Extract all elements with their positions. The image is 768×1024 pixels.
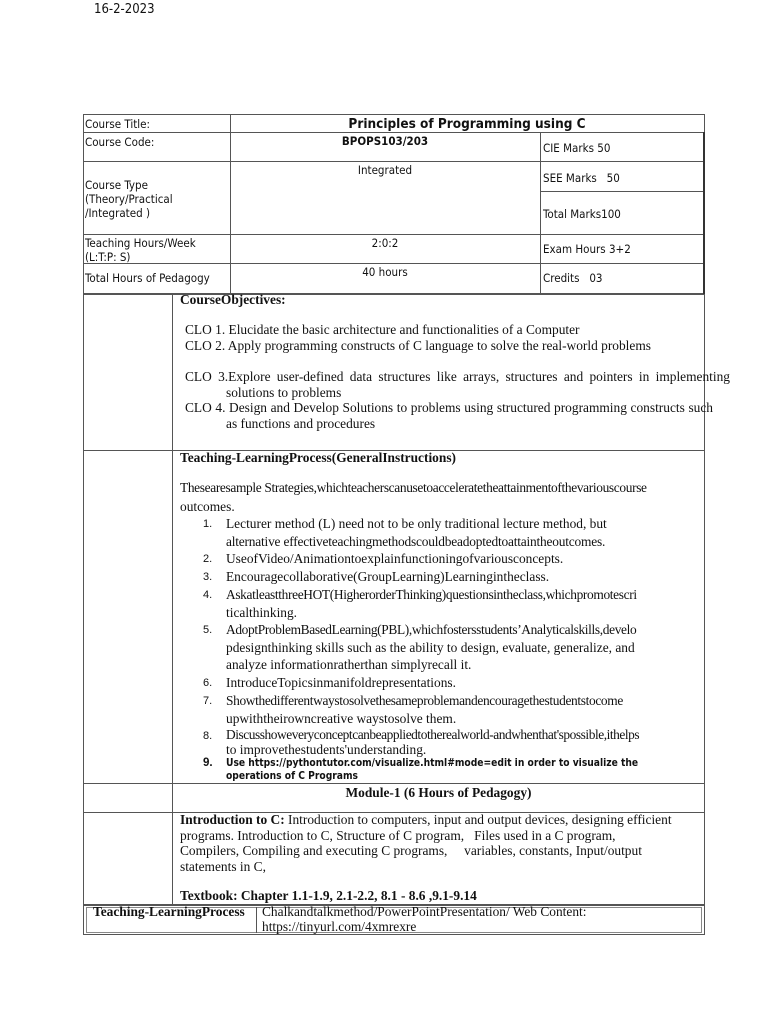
tlp-value: [262, 904, 586, 934]
see-marks: SEE Marks 50: [543, 171, 620, 185]
exam-hours: Exam Hours 3+2: [543, 242, 631, 256]
teaching-item-line: operations of C Programs: [226, 771, 358, 782]
teaching-item: [226, 757, 704, 783]
item-number: 4.: [203, 589, 213, 601]
module-content: [180, 812, 704, 874]
teaching-item-line: alternative effectiveteachingmethodscouldbeadoptedtoattaintheoutcomes.: [226, 533, 606, 549]
item-number: 5.: [203, 624, 213, 636]
teaching-item-line: ticalthinking.: [226, 604, 298, 620]
teaching-item-line: UseofVideo/Animationtoexplainfunctioningofvariousconcepts.: [226, 551, 564, 566]
tlp-value-line: Chalkandtalkmethod/PowerPointPresentation/ Web Content:: [262, 904, 587, 919]
credits: Credits 03: [543, 271, 603, 285]
module-intro-label: Introduction to C:: [180, 812, 285, 827]
teaching-item-line: to improvethestudents'understanding.: [226, 742, 427, 757]
item-number: 9.: [203, 757, 213, 769]
pedagogy-hours-label: Total Hours of Pedagogy: [85, 271, 210, 285]
teaching-process-heading: Teaching-LearningProcess(GeneralInstructions): [180, 450, 456, 465]
clo-item: CLO 1. Elucidate the basic architecture and functionalities of a Computer: [185, 322, 580, 337]
teaching-item-line: Showthedifferentwaystosolvethesameproblemandencouragethestudentstocome: [226, 693, 623, 708]
teaching-intro: Thesearesample Strategies,whichteacherscanusetoacceleratetheattainmentofthevariouscourse: [180, 480, 647, 495]
teaching-item: [226, 727, 704, 757]
pedagogy-hours-value: 40 hours: [362, 265, 408, 279]
teaching-item-line: Use https://pythontutor.com/visualize.html#mode=edit in order to visualize the: [226, 758, 639, 769]
teaching-item-line: pdesignthinking skills such as the ability to design, evaluate, generalize, and: [226, 639, 635, 655]
course-title-label: Course Title:: [85, 117, 151, 131]
total-marks: Total Marks100: [543, 207, 621, 221]
tlp-label: Teaching-LearningProcess: [93, 904, 245, 919]
teaching-item-line: IntroduceTopicsinmanifoldrepresentations.: [226, 675, 456, 690]
teaching-item-line: analyze informationratherthan simplyrecall it.: [226, 657, 472, 672]
course-objectives-heading: CourseObjectives:: [180, 292, 286, 307]
course-code-label: Course Code:: [85, 135, 155, 149]
teaching-item: [226, 515, 704, 550]
course-type-value: Integrated: [357, 163, 413, 177]
tlp-link[interactable]: https://tinyurl.com/4xmrexre: [262, 919, 417, 934]
course-type-label: Course Type (Theory/Practical /Integrated ): [85, 178, 173, 220]
teaching-item-line: AskatleastthreeHOT(HigherorderThinking)questionsintheclass,whichpromotescri: [226, 587, 637, 602]
course-title-value: Principles of Programming using C: [348, 116, 586, 132]
teaching-hours-label: Teaching Hours/Week (L:T:P: S): [85, 236, 196, 264]
item-number: 2.: [203, 553, 213, 565]
teaching-item: [226, 692, 704, 727]
clo-item: CLO 3.Explore user-defined data structures like arrays, structures and pointers in implementing solutions to problems: [185, 369, 730, 400]
module-heading: Module-1 (6 Hours of Pedagogy): [345, 785, 532, 800]
teaching-item-line: AdoptProblemBasedLearning(PBL),whichfostersstudents’Analyticalskills,develo: [226, 622, 637, 637]
module-intro-text: statements in C,: [180, 858, 266, 874]
module-intro-text: Compilers, Compiling and executing C programs, variables, constants, Input/output: [180, 843, 642, 859]
clo-item: CLO 4. Design and Develop Solutions to problems using structured programming constructs such as functions and procedures: [185, 400, 713, 431]
teaching-item-line: Encouragecollaborative(GroupLearning)Learningintheclass.: [226, 569, 550, 584]
item-number: 6.: [203, 677, 213, 689]
textbook-reference: Textbook: Chapter 1.1-1.9, 2.1-2.2, 8.1 - 8.6 ,9.1-9.14: [180, 888, 477, 903]
teaching-item: [226, 621, 704, 674]
teaching-hours-value: 2:0:2: [371, 236, 399, 250]
teaching-item: [226, 586, 704, 621]
item-number: 7.: [203, 695, 213, 707]
teaching-intro-cont: outcomes.: [180, 499, 235, 514]
cie-marks: CIE Marks 50: [543, 141, 611, 155]
teaching-item: [226, 568, 704, 586]
course-code-value: BPOPS103/203: [341, 134, 429, 148]
item-number: 3.: [203, 571, 213, 583]
teaching-item-line: upwiththeirowncreative waystosolve them.: [226, 710, 457, 726]
teaching-item-line: Discusshoweveryconceptcanbeappliedtotherealworld-andwhenthat'spossible,ithelps: [226, 727, 640, 742]
teaching-item-line: Lecturer method (L) need not to be only traditional lecture method, but: [226, 516, 607, 531]
module-intro-text: programs. Introduction to C, Structure of C program, Files used in a C program,: [180, 827, 616, 843]
item-number: 8.: [203, 730, 213, 742]
teaching-item: [226, 674, 704, 692]
date-label: 16-2-2023: [94, 2, 155, 17]
clo-item: CLO 2. Apply programming constructs of C language to solve the real-world problems: [185, 338, 651, 353]
module-intro-text: Introduction to computers, input and output devices, designing efficient: [284, 812, 672, 827]
item-number: 1.: [203, 518, 213, 530]
teaching-item: [226, 550, 704, 568]
